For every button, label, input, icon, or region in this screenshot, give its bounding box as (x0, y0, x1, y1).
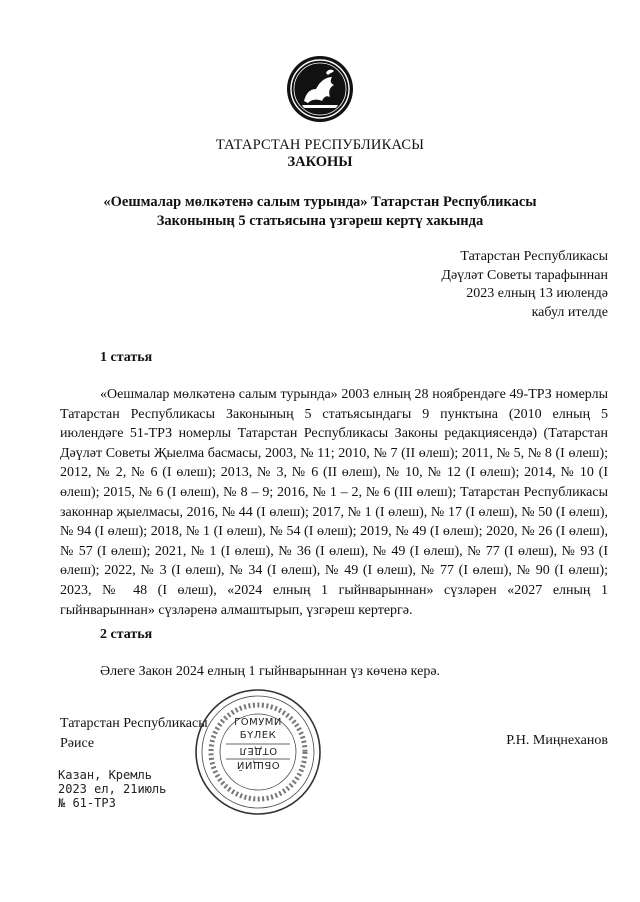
adoption-line-2: Дәүләт Советы тарафыннан (441, 267, 608, 283)
place-date-block (58, 768, 166, 810)
article-1-text: «Оешмалар мөлкәтенә салым турында» 2003 елның 28 ноябрендәге 49-ТРЗ номерлы Татарстан Республикасы Законының 5 статьясындагы 9 пунктына (2010 елның 5 июлендәге 51-ТРЗ номерлы Татарстан Республикасы Законы редакциясендә) (Татарстан Дәүләт Советы Җыелма басмасы, 2003, № 11; 2010, № 7 (II өлеш); 2011, № 5, № 8 (I өлеш); 2012, № 2, № 6 (I өлеш); 2013, № 3, № 6 (II өлеш), № 10, № 12 (I өлеш); 2014, № 10 (I өлеш); 2015, № 6 (I өлеш), № 8 – 9; 2016, № 1 – 2, № 6 (III өлеш); Татарстан Республикасы законнар җыелмасы, 2016, № 44 (I өлеш); 2017, № 1 (I өлеш), № 17 (I өлеш), № 50 (I өлеш), № 94 (I өлеш); 2018, № 1 (I өлеш), № 54 (I өлеш); 2019, № 49 (I өлеш); 2020, № 26 (I өлеш), № 57 (I өлеш); 2021, № 1 (I өлеш), № 36 (I өлеш), № 49 (I өлеш), № 77 (I өлеш), № 93 (I өлеш); 2022, № 3 (I өлеш), № 34 (I өлеш), № 49 (I өлеш), № 77 (I өлеш), № 90 (I өлеш); 2023, № 48 (I өлеш), «2024 елның 1 гыйнварыннан» сүзләрен «2027 елның 1 гыйнварыннан» сүзләренә алмаштырып, үзгәреш кертергә. (60, 387, 608, 618)
stamp-line-3: ОТДЕЛ (238, 745, 278, 756)
law-number: № 61-ТРЗ (58, 796, 116, 810)
article-2-text: Әлеге Закон 2024 елның 1 гыйнварыннан үз көченә керә. (100, 664, 441, 679)
header-law: ЗАКОНЫ (287, 154, 353, 170)
law-subject-line-2: Законының 5 статьясына үзгәреш кертү хакында (156, 213, 484, 229)
adoption-line-4: кабул ителде (531, 304, 608, 320)
article-2-heading: 2 статья (100, 627, 153, 642)
place-city: Казан, Кремль (58, 768, 152, 782)
stamp-line-4: ОБЩИЙ (236, 759, 280, 770)
signatory-name: Р.Н. Миңнеханов (506, 733, 608, 748)
law-subject-line-1: «Оешмалар мөлкәтенә салым турында» Татарстан Республикасы (103, 194, 537, 210)
place-date: 2023 ел, 21июль (58, 782, 167, 796)
signatory-title-line-1: Татарстан Республикасы (60, 716, 208, 731)
signatory-title-line-2: Рәисе (60, 735, 95, 751)
signatory-title (60, 714, 208, 753)
tatarstan-emblem-icon (286, 55, 354, 123)
stamp-line-2: БҮЛЕК (239, 730, 277, 741)
adoption-block (441, 248, 608, 322)
adoption-line-1: Татарстан Республикасы (460, 249, 608, 264)
stamp-line-1: ГОМУМИ (234, 717, 282, 728)
adoption-line-3: 2023 елның 13 июлендә (466, 286, 608, 301)
article-1-heading: 1 статья (100, 350, 153, 365)
header-republic: ТАТАРСТАН РЕСПУБЛИКАСЫ (215, 137, 425, 153)
